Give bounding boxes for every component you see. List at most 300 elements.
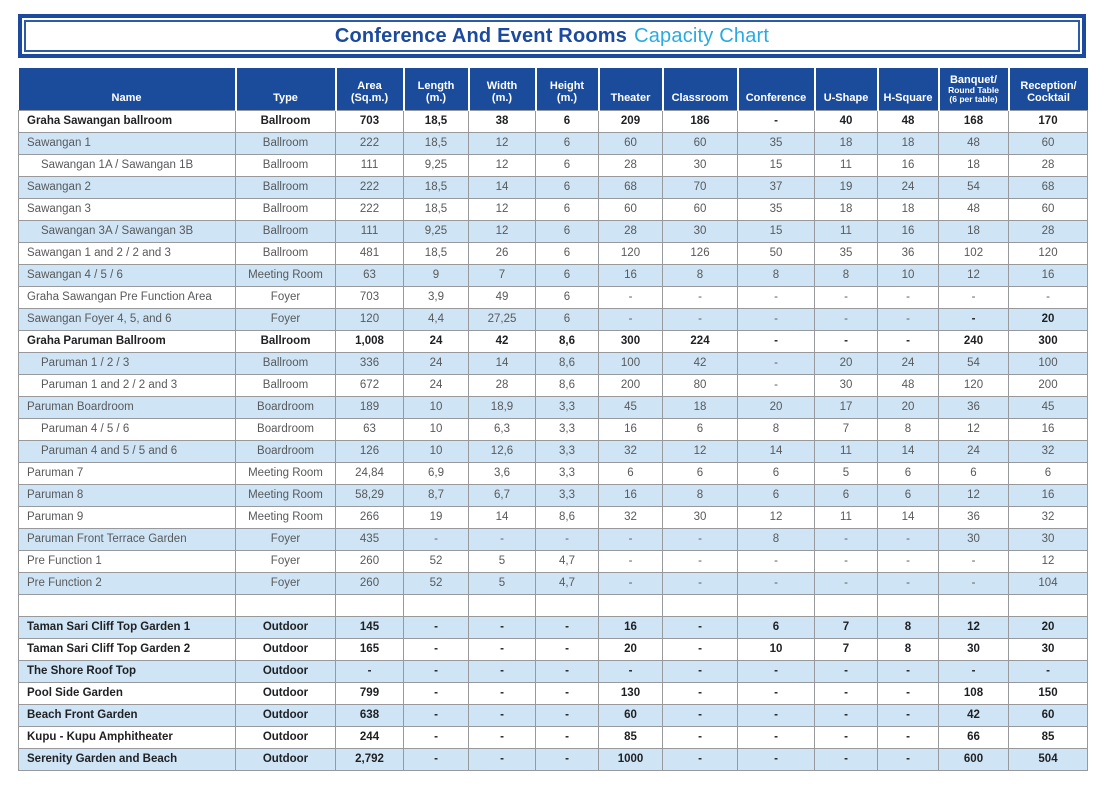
table-cell: 8,6 xyxy=(536,506,599,528)
table-cell: 30 xyxy=(1009,528,1088,550)
column-header-width xyxy=(469,68,536,110)
room-name-cell: Sawangan 4 / 5 / 6 xyxy=(19,264,236,286)
column-header-banquet xyxy=(939,68,1009,110)
table-cell: 6 xyxy=(939,462,1009,484)
table-cell: 11 xyxy=(815,506,878,528)
column-header-line: Banquet/ xyxy=(949,73,998,86)
room-name-cell: Sawangan Foyer 4, 5, and 6 xyxy=(19,308,236,330)
table-row xyxy=(19,748,1088,770)
table-cell: 28 xyxy=(1009,220,1088,242)
table-cell: - xyxy=(404,528,469,550)
table-cell: 6 xyxy=(536,308,599,330)
table-cell xyxy=(404,594,469,616)
table-cell: 126 xyxy=(663,242,738,264)
table-cell: 7 xyxy=(469,264,536,286)
table-cell: Outdoor xyxy=(236,682,336,704)
table-cell: - xyxy=(469,638,536,660)
table-row xyxy=(19,330,1088,352)
table-cell: Ballroom xyxy=(236,154,336,176)
table-cell: 66 xyxy=(939,726,1009,748)
table-cell: 36 xyxy=(939,396,1009,418)
table-cell: 638 xyxy=(336,704,404,726)
table-cell: - xyxy=(738,308,815,330)
table-row xyxy=(19,528,1088,550)
table-cell: - xyxy=(469,704,536,726)
table-cell: 104 xyxy=(1009,572,1088,594)
table-cell: - xyxy=(738,704,815,726)
table-cell: 4,7 xyxy=(536,572,599,594)
table-cell: 6 xyxy=(536,264,599,286)
table-cell: 10 xyxy=(404,418,469,440)
table-cell: 20 xyxy=(738,396,815,418)
table-cell: 120 xyxy=(599,242,663,264)
table-cell: - xyxy=(663,726,738,748)
table-cell: Outdoor xyxy=(236,660,336,682)
table-cell: 1000 xyxy=(599,748,663,770)
table-cell xyxy=(939,594,1009,616)
table-cell: 6 xyxy=(536,110,599,132)
table-cell: 240 xyxy=(939,330,1009,352)
table-cell: - xyxy=(815,550,878,572)
table-cell: 11 xyxy=(815,440,878,462)
table-cell: - xyxy=(815,660,878,682)
table-cell: 10 xyxy=(404,440,469,462)
table-cell: 222 xyxy=(336,198,404,220)
table-cell: - xyxy=(536,528,599,550)
table-cell: 24 xyxy=(878,176,939,198)
table-cell: 8 xyxy=(738,528,815,550)
table-row xyxy=(19,308,1088,330)
table-cell: 6 xyxy=(738,616,815,638)
table-cell: - xyxy=(336,660,404,682)
table-cell: 45 xyxy=(599,396,663,418)
table-cell: 28 xyxy=(599,220,663,242)
column-header-line: Conference xyxy=(745,91,807,104)
table-cell: - xyxy=(815,704,878,726)
table-cell: - xyxy=(469,682,536,704)
table-cell xyxy=(1009,594,1088,616)
table-cell: 24 xyxy=(404,330,469,352)
table-cell: - xyxy=(599,308,663,330)
table-cell: - xyxy=(1009,286,1088,308)
table-cell: - xyxy=(404,726,469,748)
table-cell: - xyxy=(469,748,536,770)
table-cell: 15 xyxy=(738,154,815,176)
table-row xyxy=(19,572,1088,594)
table-cell: 60 xyxy=(1009,198,1088,220)
room-name-cell: Paruman 9 xyxy=(19,506,236,528)
table-cell: 85 xyxy=(1009,726,1088,748)
table-cell: 4,4 xyxy=(404,308,469,330)
table-cell: - xyxy=(663,550,738,572)
title-box xyxy=(18,14,1086,58)
table-cell: 48 xyxy=(878,374,939,396)
table-cell: 63 xyxy=(336,418,404,440)
table-cell: 189 xyxy=(336,396,404,418)
table-cell xyxy=(236,594,336,616)
table-cell: 18 xyxy=(939,220,1009,242)
table-cell: 8 xyxy=(663,484,738,506)
table-cell: 48 xyxy=(939,198,1009,220)
table-row xyxy=(19,198,1088,220)
table-cell: 6 xyxy=(663,462,738,484)
table-cell: 18,5 xyxy=(404,198,469,220)
table-cell: 703 xyxy=(336,110,404,132)
table-cell: 85 xyxy=(599,726,663,748)
table-cell: 435 xyxy=(336,528,404,550)
table-cell: - xyxy=(878,748,939,770)
table-cell: 10 xyxy=(738,638,815,660)
table-cell: 16 xyxy=(878,154,939,176)
table-cell: 19 xyxy=(815,176,878,198)
table-cell: 3,6 xyxy=(469,462,536,484)
table-row xyxy=(19,242,1088,264)
table-cell: 8 xyxy=(663,264,738,286)
table-cell: 3,3 xyxy=(536,462,599,484)
table-cell xyxy=(536,594,599,616)
table-cell: Foyer xyxy=(236,572,336,594)
table-cell: 6 xyxy=(536,154,599,176)
table-cell: 126 xyxy=(336,440,404,462)
table-cell: 130 xyxy=(599,682,663,704)
table-cell: 10 xyxy=(878,264,939,286)
table-cell: 703 xyxy=(336,286,404,308)
table-cell: 54 xyxy=(939,176,1009,198)
table-cell: - xyxy=(469,660,536,682)
table-cell: 16 xyxy=(1009,484,1088,506)
table-cell: 16 xyxy=(878,220,939,242)
table-cell: 30 xyxy=(939,528,1009,550)
table-cell: - xyxy=(738,550,815,572)
table-cell: 6 xyxy=(536,242,599,264)
table-cell: 48 xyxy=(878,110,939,132)
column-header-conference xyxy=(738,68,815,110)
column-header-line: Type xyxy=(273,91,298,104)
table-cell: - xyxy=(738,682,815,704)
table-cell: 6 xyxy=(536,176,599,198)
table-cell: 120 xyxy=(939,374,1009,396)
table-cell: 6 xyxy=(536,132,599,154)
table-row xyxy=(19,396,1088,418)
table-cell: Outdoor xyxy=(236,726,336,748)
table-cell: 481 xyxy=(336,242,404,264)
table-cell: - xyxy=(878,528,939,550)
table-cell: 3,3 xyxy=(536,418,599,440)
table-cell: 42 xyxy=(469,330,536,352)
column-header-line: (m.) xyxy=(556,91,578,104)
table-row xyxy=(19,682,1088,704)
room-name-cell: Graha Sawangan Pre Function Area xyxy=(19,286,236,308)
table-cell: 14 xyxy=(878,440,939,462)
table-cell: Foyer xyxy=(236,550,336,572)
table-cell: Meeting Room xyxy=(236,484,336,506)
room-name-cell: Pool Side Garden xyxy=(19,682,236,704)
table-cell: 18,5 xyxy=(404,242,469,264)
table-cell: - xyxy=(404,748,469,770)
table-cell: Outdoor xyxy=(236,638,336,660)
table-cell: 48 xyxy=(939,132,1009,154)
table-cell: Foyer xyxy=(236,308,336,330)
table-cell: - xyxy=(404,616,469,638)
table-cell: Ballroom xyxy=(236,132,336,154)
room-name-cell: The Shore Roof Top xyxy=(19,660,236,682)
table-cell: 17 xyxy=(815,396,878,418)
table-cell: 120 xyxy=(336,308,404,330)
table-cell: 266 xyxy=(336,506,404,528)
table-cell: 16 xyxy=(599,418,663,440)
table-cell: 9,25 xyxy=(404,220,469,242)
table-cell: 32 xyxy=(1009,440,1088,462)
column-header-line: Reception/ xyxy=(1020,79,1077,92)
table-cell: - xyxy=(939,286,1009,308)
table-cell: 7 xyxy=(815,638,878,660)
table-cell: 50 xyxy=(738,242,815,264)
table-cell: 60 xyxy=(599,704,663,726)
table-cell: 14 xyxy=(469,176,536,198)
table-row xyxy=(19,418,1088,440)
table-cell: 12 xyxy=(738,506,815,528)
table-cell: 60 xyxy=(1009,132,1088,154)
column-header-height xyxy=(536,68,599,110)
table-cell: 3,3 xyxy=(536,396,599,418)
table-row xyxy=(19,110,1088,132)
table-cell: - xyxy=(939,572,1009,594)
room-name-cell: Sawangan 1A / Sawangan 1B xyxy=(19,154,236,176)
table-cell: Boardroom xyxy=(236,440,336,462)
table-cell: 20 xyxy=(1009,616,1088,638)
room-name-cell: Paruman 8 xyxy=(19,484,236,506)
table-cell: 30 xyxy=(663,220,738,242)
table-cell: 32 xyxy=(1009,506,1088,528)
column-header-length xyxy=(404,68,469,110)
column-header-line: Length xyxy=(417,79,455,92)
table-cell: - xyxy=(738,726,815,748)
room-name-cell: Sawangan 1 and 2 / 2 and 3 xyxy=(19,242,236,264)
table-cell: 68 xyxy=(599,176,663,198)
table-cell: 7 xyxy=(815,418,878,440)
column-header-line: H-Square xyxy=(883,91,933,104)
column-header-reception xyxy=(1009,68,1088,110)
table-row xyxy=(19,286,1088,308)
table-row xyxy=(19,616,1088,638)
table-cell: 12 xyxy=(1009,550,1088,572)
table-cell: 336 xyxy=(336,352,404,374)
room-name-cell xyxy=(19,594,236,616)
table-cell: 18,5 xyxy=(404,110,469,132)
table-cell: 45 xyxy=(1009,396,1088,418)
table-cell: 18 xyxy=(878,132,939,154)
table-cell xyxy=(738,594,815,616)
table-cell: 209 xyxy=(599,110,663,132)
table-cell: 49 xyxy=(469,286,536,308)
table-cell: - xyxy=(878,286,939,308)
table-cell: 9,25 xyxy=(404,154,469,176)
table-cell: 5 xyxy=(815,462,878,484)
table-header-row xyxy=(19,68,1088,110)
table-cell: - xyxy=(599,660,663,682)
table-cell: Ballroom xyxy=(236,198,336,220)
table-row xyxy=(19,660,1088,682)
table-cell: - xyxy=(599,550,663,572)
table-cell: - xyxy=(738,374,815,396)
table-cell: - xyxy=(939,660,1009,682)
column-header-u-shape xyxy=(815,68,878,110)
table-cell: 60 xyxy=(663,132,738,154)
table-row xyxy=(19,638,1088,660)
table-cell: 600 xyxy=(939,748,1009,770)
table-cell: 20 xyxy=(815,352,878,374)
table-cell: 18,5 xyxy=(404,132,469,154)
table-cell: 10 xyxy=(404,396,469,418)
table-cell: 222 xyxy=(336,132,404,154)
table-cell: 100 xyxy=(1009,352,1088,374)
column-header-line: Area xyxy=(357,79,382,92)
table-cell: 18,9 xyxy=(469,396,536,418)
table-cell: 799 xyxy=(336,682,404,704)
table-cell: - xyxy=(878,660,939,682)
table-cell: - xyxy=(939,550,1009,572)
table-cell: 12 xyxy=(469,220,536,242)
room-name-cell: Taman Sari Cliff Top Garden 1 xyxy=(19,616,236,638)
table-cell: - xyxy=(738,572,815,594)
table-row xyxy=(19,462,1088,484)
table-cell xyxy=(815,594,878,616)
table-cell: 672 xyxy=(336,374,404,396)
table-cell: 32 xyxy=(599,440,663,462)
table-cell: 24 xyxy=(404,374,469,396)
table-row xyxy=(19,704,1088,726)
table-cell: - xyxy=(815,330,878,352)
table-cell: 224 xyxy=(663,330,738,352)
table-cell: 14 xyxy=(738,440,815,462)
table-cell: - xyxy=(404,660,469,682)
table-cell: 42 xyxy=(939,704,1009,726)
table-row xyxy=(19,132,1088,154)
table-cell: 16 xyxy=(1009,264,1088,286)
table-cell: - xyxy=(469,616,536,638)
table-cell: Ballroom xyxy=(236,110,336,132)
table-cell: 11 xyxy=(815,154,878,176)
room-name-cell: Paruman Boardroom xyxy=(19,396,236,418)
title-secondary: Capacity Chart xyxy=(634,24,770,47)
table-cell: 186 xyxy=(663,110,738,132)
table-cell: 80 xyxy=(663,374,738,396)
table-cell: 120 xyxy=(1009,242,1088,264)
table-cell: 8,7 xyxy=(404,484,469,506)
table-cell: 18,5 xyxy=(404,176,469,198)
table-cell: 200 xyxy=(1009,374,1088,396)
table-cell: 6 xyxy=(738,484,815,506)
room-name-cell: Paruman 1 and 2 / 2 and 3 xyxy=(19,374,236,396)
table-cell: Ballroom xyxy=(236,242,336,264)
table-cell: Boardroom xyxy=(236,396,336,418)
table-cell: Foyer xyxy=(236,286,336,308)
table-cell: - xyxy=(536,616,599,638)
table-cell: 111 xyxy=(336,154,404,176)
table-cell: 2,792 xyxy=(336,748,404,770)
column-header-line: Classroom xyxy=(671,91,729,104)
table-cell: 5 xyxy=(469,572,536,594)
table-cell xyxy=(469,594,536,616)
table-cell: 28 xyxy=(469,374,536,396)
table-cell: 52 xyxy=(404,572,469,594)
table-row xyxy=(19,220,1088,242)
room-name-cell: Graha Paruman Ballroom xyxy=(19,330,236,352)
table-cell: - xyxy=(663,660,738,682)
table-cell: 12 xyxy=(939,484,1009,506)
table-cell: - xyxy=(536,660,599,682)
table-cell: - xyxy=(738,660,815,682)
table-cell: Ballroom xyxy=(236,374,336,396)
table-cell: 19 xyxy=(404,506,469,528)
table-cell: - xyxy=(878,308,939,330)
room-name-cell: Sawangan 2 xyxy=(19,176,236,198)
table-cell: 24 xyxy=(404,352,469,374)
column-header-line: Name xyxy=(111,91,142,104)
table-cell: 16 xyxy=(599,616,663,638)
room-name-cell: Taman Sari Cliff Top Garden 2 xyxy=(19,638,236,660)
table-cell: - xyxy=(599,572,663,594)
table-cell: 6 xyxy=(536,286,599,308)
table-cell: 35 xyxy=(738,132,815,154)
table-cell: 30 xyxy=(663,506,738,528)
table-cell: - xyxy=(663,308,738,330)
table-cell: 8 xyxy=(878,638,939,660)
table-cell: - xyxy=(663,682,738,704)
table-cell: 3,3 xyxy=(536,484,599,506)
table-cell: - xyxy=(536,748,599,770)
column-header-line: Height xyxy=(549,79,585,92)
table-cell: - xyxy=(469,528,536,550)
table-cell: 36 xyxy=(878,242,939,264)
table-cell: Meeting Room xyxy=(236,264,336,286)
table-cell: 30 xyxy=(815,374,878,396)
table-cell: 12 xyxy=(469,198,536,220)
table-cell: Outdoor xyxy=(236,748,336,770)
table-cell: 150 xyxy=(1009,682,1088,704)
table-cell: 6 xyxy=(599,462,663,484)
table-cell: - xyxy=(878,572,939,594)
table-cell: 504 xyxy=(1009,748,1088,770)
table-cell: 8,6 xyxy=(536,352,599,374)
table-cell: - xyxy=(536,638,599,660)
table-cell: 102 xyxy=(939,242,1009,264)
table-cell: - xyxy=(536,682,599,704)
table-cell: - xyxy=(404,704,469,726)
table-cell: 32 xyxy=(599,506,663,528)
table-cell: 20 xyxy=(1009,308,1088,330)
table-cell: 300 xyxy=(1009,330,1088,352)
table-cell: 244 xyxy=(336,726,404,748)
table-cell: - xyxy=(404,638,469,660)
table-cell: 60 xyxy=(1009,704,1088,726)
table-cell: 6 xyxy=(815,484,878,506)
title-primary: Conference And Event Rooms xyxy=(334,24,628,47)
table-cell: Meeting Room xyxy=(236,506,336,528)
table-cell: - xyxy=(878,726,939,748)
table-cell: - xyxy=(663,704,738,726)
table-cell: - xyxy=(404,682,469,704)
table-cell: 5 xyxy=(469,550,536,572)
table-cell: 24,84 xyxy=(336,462,404,484)
table-cell: 8 xyxy=(738,264,815,286)
table-cell: 15 xyxy=(738,220,815,242)
table-cell: 63 xyxy=(336,264,404,286)
table-cell: 11 xyxy=(815,220,878,242)
table-cell: 6,7 xyxy=(469,484,536,506)
table-cell: - xyxy=(536,704,599,726)
table-cell: 168 xyxy=(939,110,1009,132)
